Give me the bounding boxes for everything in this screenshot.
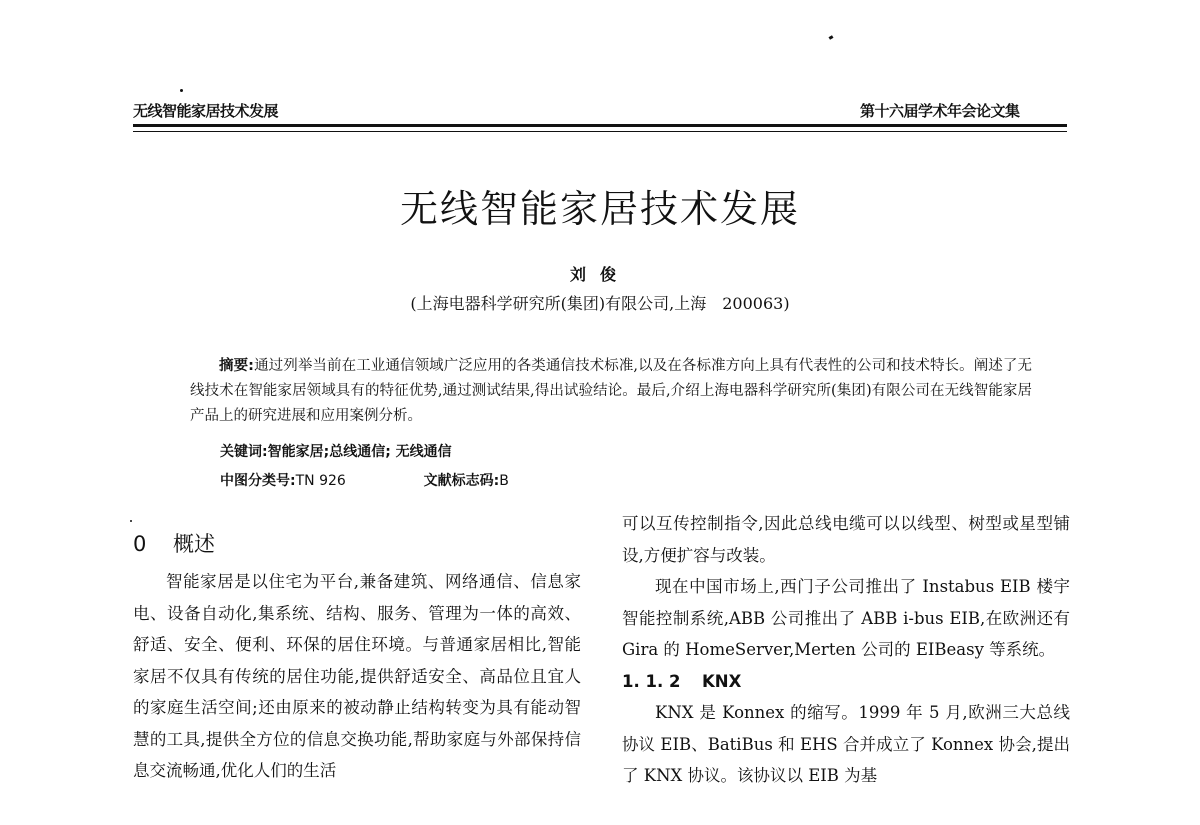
- body-paragraph-continued: 可以互传控制指令,因此总线电缆可以以线型、树型或星型铺设,方便扩容与改装。: [622, 514, 1070, 565]
- abstract-text: 通过列举当前在工业通信领域广泛应用的各类通信技术标准,以及在各标准方向上具有代表性的公司和技术特长。阐述了无线技术在智能家居领域具有的特征优势,通过测试结果,得出试验结论。最后,介绍上海电器科学研究所(集团)有限公司在无线智能家居产品上的研究进展和应用案例分析。: [190, 358, 1032, 424]
- subsection-number: 1. 1. 2: [622, 671, 681, 691]
- abstract: [190, 354, 1032, 429]
- keywords-text: 智能家居;总线通信; 无线通信: [267, 444, 452, 460]
- section-heading: [133, 522, 581, 566]
- body-paragraph: 智能家居是以住宅为平台,兼备建筑、网络通信、信息家电、设备自动化,集系统、结构、服务、管理为一体的高效、舒适、安全、便利、环保的居住环境。与普通家居相比,智能家居不仅具有传统的居住功能,提供舒适安全、高品位且宜人的家庭生活空间;还由原来的被动静止结构转变为具有能动智慧的工具,提供全方位的信息交换功能,帮助家庭与外部保持信息交流畅通,优化人们的生活: [133, 572, 581, 780]
- doc-code-label: 文献标志码:: [423, 473, 500, 489]
- running-header-left: 无线智能家居技术发展: [133, 102, 279, 120]
- running-header-right: 第十六届学术年会论文集: [860, 102, 1020, 120]
- section-title: 概述: [173, 532, 215, 556]
- clc-label: 中图分类号:: [220, 473, 296, 489]
- author-affiliation: (上海电器科学研究所(集团)有限公司,上海 200063): [410, 294, 790, 313]
- doc-code-value: B: [499, 473, 509, 489]
- scan-mark: [180, 89, 183, 92]
- scan-mark: [130, 520, 132, 522]
- keywords: [220, 441, 452, 461]
- left-column: [133, 522, 581, 787]
- clc-value: TN 926: [295, 473, 346, 489]
- article-title: 无线智能家居技术发展: [399, 187, 800, 231]
- header-rule: [133, 124, 1067, 127]
- header-rule-thin: [133, 131, 1067, 132]
- classification-line: [220, 470, 509, 490]
- body-paragraph: KNX 是 Konnex 的缩写。1999 年 5 月,欧洲三大总线协议 EIB、BatiBus 和 EHS 合并成立了 Konnex 协会,提出了 KNX 协议。该协议以 EIB 为基: [622, 703, 1070, 785]
- body-paragraph: 现在中国市场上,西门子公司推出了 Instabus EIB 楼宇智能控制系统,ABB 公司推出了 ABB i-bus EIB,在欧洲还有 Gira 的 HomeServer,Merten 公司的 EIBeasy 等系统。: [622, 577, 1070, 659]
- section-number: 0: [133, 532, 147, 556]
- right-column: [622, 508, 1070, 792]
- abstract-label: 摘要:: [219, 358, 254, 374]
- scan-mark: [829, 35, 834, 40]
- keywords-label: 关键词:: [220, 444, 268, 460]
- author-name: 刘俊: [569, 265, 630, 284]
- subsection-heading: [622, 666, 1070, 698]
- subsection-title: KNX: [702, 671, 742, 691]
